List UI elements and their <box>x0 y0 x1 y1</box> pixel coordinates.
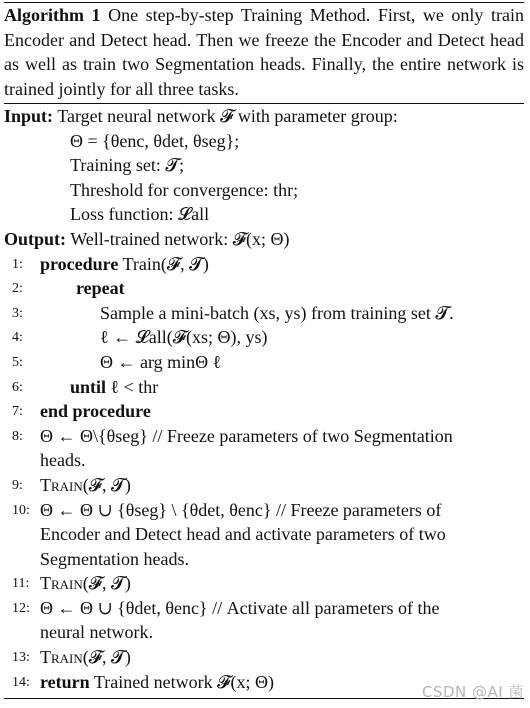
algo-line-7 <box>4 399 524 424</box>
watermark: CSDN @AI 菌 <box>422 683 524 701</box>
output-text: Well-trained network: 𝓕(x; Θ) <box>70 228 290 249</box>
line-number: 3: <box>12 305 23 321</box>
line-number: 4: <box>12 330 23 346</box>
algo-line-9 <box>4 473 524 498</box>
input-section <box>4 104 524 227</box>
algo-line-1 <box>4 252 524 277</box>
algo-line-5 <box>4 350 524 375</box>
caption-label: Algorithm 1 <box>4 5 101 25</box>
line-text: Train(𝓕, 𝓣) <box>40 647 131 668</box>
algo-line-8-cont: heads. <box>40 450 86 471</box>
line-number: 7: <box>12 404 23 420</box>
line-text: Sample a mini-batch (xs, ys) from training set 𝓣. <box>100 302 454 323</box>
keyword: repeat <box>76 278 125 299</box>
input-line-3: Threshold for convergence: thr; <box>70 179 299 200</box>
line-text: Θ ← arg minΘ ℓ <box>100 351 222 372</box>
algo-line-10 <box>4 498 524 523</box>
line-text: ℓ ← 𝓛all(𝓕(xs; Θ), ys) <box>100 327 268 348</box>
input-row-0 <box>4 104 524 129</box>
line-number: 12: <box>12 600 30 616</box>
algo-line-3 <box>4 301 524 326</box>
output-label: Output: <box>4 228 67 249</box>
line-number: 11: <box>12 576 30 592</box>
algo-line-4 <box>4 325 524 350</box>
input-line-0: Target neural network 𝓕 with parameter group: <box>57 106 398 126</box>
line-text: ℓ < thr <box>106 376 159 397</box>
indent <box>40 278 76 298</box>
line-number: 5: <box>12 354 23 370</box>
line-number: 14: <box>12 674 30 690</box>
algo-line-2 <box>4 276 524 301</box>
algo-line-13 <box>4 645 524 670</box>
input-line-4: Loss function: 𝓛all <box>70 204 210 225</box>
caption-text: One step-by-step Training Method. First, we only train Encoder and Detect head. Then we freeze the Encoder and Detect head as well as train two Segmentation heads. Finally, the entire network is trained jointly for all three tasks. <box>4 5 524 99</box>
line-number: 2: <box>12 281 23 297</box>
line-text: Trained network 𝓕(x; Θ) <box>89 671 274 692</box>
line-text: Θ ← Θ ∪ {θseg} \ {θdet, θenc} // Freeze parameters of <box>40 499 442 520</box>
line-text: Train(𝓕, 𝓣) <box>40 474 131 495</box>
input-label: Input: <box>4 106 54 126</box>
line-number: 13: <box>12 650 30 666</box>
algorithm-caption <box>4 3 524 103</box>
line-number: 10: <box>12 502 30 518</box>
keyword: end procedure <box>40 401 151 422</box>
algo-line-12 <box>4 596 524 621</box>
line-text: Θ ← Θ ∪ {θdet, θenc} // Activate all parameters of the <box>40 597 440 618</box>
algo-line-11 <box>4 571 524 596</box>
line-number: 1: <box>12 256 23 272</box>
line-number: 6: <box>12 379 23 395</box>
algo-line-10-cont: Encoder and Detect head and activate parameters of two <box>40 524 446 545</box>
algo-line-10-cont2: Segmentation heads. <box>40 548 189 569</box>
keyword: procedure <box>40 253 119 274</box>
line-text: Θ ← Θ\{θseg} // Freeze parameters of two Segmentation <box>40 425 453 446</box>
input-line-1: Θ = {θenc, θdet, θseg}; <box>70 130 240 151</box>
algo-line-6 <box>4 375 524 400</box>
algo-line-8 <box>4 424 524 449</box>
keyword: until <box>70 376 107 397</box>
line-number: 9: <box>12 477 23 493</box>
algo-line-12-cont: neural network. <box>40 622 153 643</box>
algorithm-block <box>4 2 524 699</box>
line-number: 8: <box>12 428 23 444</box>
line-text: Train(𝓕, 𝓣) <box>40 573 131 594</box>
output-section <box>4 227 524 252</box>
keyword: return <box>40 671 90 692</box>
input-line-2: Training set: 𝓣; <box>70 155 185 176</box>
line-text: Train(𝓕, 𝓣) <box>118 253 209 274</box>
